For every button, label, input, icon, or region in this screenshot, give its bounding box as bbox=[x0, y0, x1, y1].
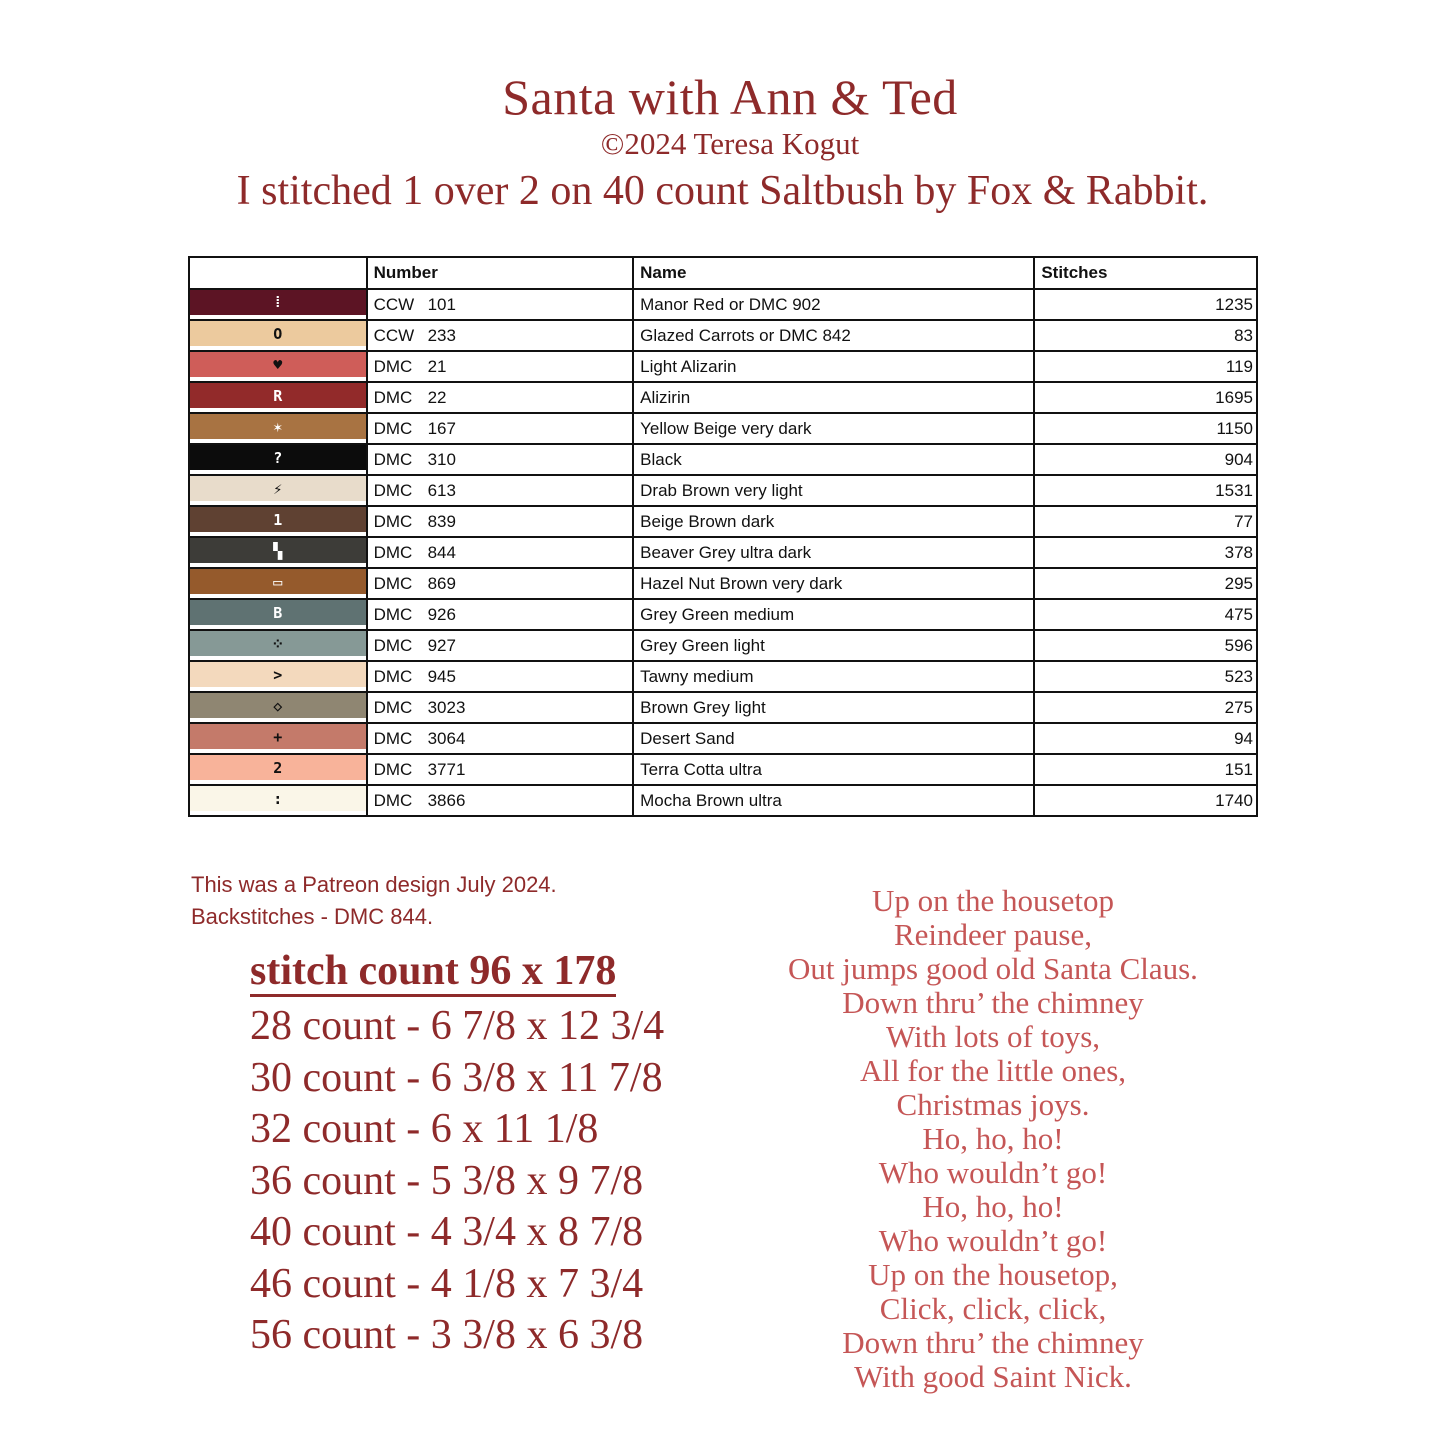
floss-number: 926 bbox=[427, 604, 456, 624]
floss-number-cell bbox=[367, 723, 634, 754]
plus-icon: + bbox=[190, 724, 366, 749]
floss-table-body bbox=[189, 289, 1257, 816]
poem-line: All for the little ones, bbox=[859, 1053, 1127, 1088]
floss-brand: CCW bbox=[373, 294, 415, 314]
table-row bbox=[189, 568, 1257, 599]
color-swatch bbox=[189, 754, 367, 785]
patreon-note: This was a Patreon design July 2024. bbox=[191, 872, 557, 897]
table-row bbox=[189, 754, 1257, 785]
column-header-symbol bbox=[189, 257, 367, 289]
rectangle-icon: ▭ bbox=[190, 569, 366, 594]
floss-brand: DMC bbox=[373, 728, 413, 748]
color-swatch bbox=[189, 723, 367, 754]
letter-r-icon: R bbox=[190, 383, 366, 408]
floss-name-cell: Light Alizarin bbox=[633, 351, 1034, 382]
floss-number-cell bbox=[367, 382, 634, 413]
floss-name-cell: Tawny medium bbox=[633, 661, 1034, 692]
floss-number: 869 bbox=[427, 573, 456, 593]
floss-number: 839 bbox=[427, 511, 456, 531]
digit-two-icon: 2 bbox=[190, 755, 366, 780]
table-row bbox=[189, 506, 1257, 537]
question-mark-icon: ? bbox=[190, 445, 366, 470]
poem-line: Up on the housetop, bbox=[868, 1257, 1118, 1292]
floss-brand: DMC bbox=[373, 418, 413, 438]
floss-brand: CCW bbox=[373, 325, 415, 345]
floss-brand: DMC bbox=[373, 511, 413, 531]
color-swatch bbox=[189, 506, 367, 537]
table-row bbox=[189, 692, 1257, 723]
letter-b-icon: B bbox=[190, 600, 366, 625]
floss-number: 310 bbox=[427, 449, 456, 469]
stitch-count-heading: stitch count 96 x 178 bbox=[250, 948, 616, 997]
stitch-count-cell: 1695 bbox=[1034, 382, 1257, 413]
table-row bbox=[189, 289, 1257, 320]
floss-number: 22 bbox=[427, 387, 447, 407]
color-swatch bbox=[189, 351, 367, 382]
floss-number-cell bbox=[367, 506, 634, 537]
fabric-size-line: 28 count - 6 7/8 x 12 3/4 bbox=[250, 1003, 665, 1049]
table-row bbox=[189, 382, 1257, 413]
floss-brand: DMC bbox=[373, 790, 413, 810]
fabric-size-line: 32 count - 6 x 11 1/8 bbox=[250, 1106, 599, 1152]
floss-brand: DMC bbox=[373, 449, 413, 469]
fabric-note: I stitched 1 over 2 on 40 count Saltbush by Fox & Rabbit. bbox=[236, 168, 1209, 214]
floss-name-cell: Hazel Nut Brown very dark bbox=[633, 568, 1034, 599]
color-swatch bbox=[189, 537, 367, 568]
floss-name-cell: Glazed Carrots or DMC 842 bbox=[633, 320, 1034, 351]
floss-brand: DMC bbox=[373, 573, 413, 593]
fabric-size-line: 46 count - 4 1/8 x 7 3/4 bbox=[250, 1260, 644, 1307]
floss-brand: DMC bbox=[373, 697, 413, 717]
star-icon: ✶ bbox=[190, 414, 366, 439]
table-row bbox=[189, 599, 1257, 630]
floss-name-cell: Yellow Beige very dark bbox=[633, 413, 1034, 444]
fabric-size-line: 56 count - 3 3/8 x 6 3/8 bbox=[250, 1312, 644, 1358]
floss-brand: DMC bbox=[373, 480, 413, 500]
stitch-count-cell: 1740 bbox=[1034, 785, 1257, 816]
copyright-line: ©2024 Teresa Kogut bbox=[600, 126, 860, 161]
stitch-count-cell: 151 bbox=[1034, 754, 1257, 785]
stitch-count-cell: 475 bbox=[1034, 599, 1257, 630]
floss-number: 167 bbox=[427, 418, 456, 438]
circle-letter-icon: O bbox=[190, 321, 366, 346]
table-row bbox=[189, 320, 1257, 351]
floss-name-cell: Beaver Grey ultra dark bbox=[633, 537, 1034, 568]
floss-number-cell bbox=[367, 537, 634, 568]
color-swatch bbox=[189, 475, 367, 506]
backstitch-note: Backstitches - DMC 844. bbox=[191, 904, 434, 929]
color-swatch bbox=[189, 568, 367, 599]
floss-brand: DMC bbox=[373, 604, 413, 624]
floss-name-cell: Grey Green light bbox=[633, 630, 1034, 661]
floss-number: 21 bbox=[427, 356, 447, 376]
floss-number-cell bbox=[367, 754, 634, 785]
floss-brand: DMC bbox=[373, 759, 413, 779]
floss-name-cell: Terra Cotta ultra bbox=[633, 754, 1034, 785]
floss-brand: DMC bbox=[373, 666, 413, 686]
poem-line: Who wouldn’t go! bbox=[878, 1223, 1108, 1258]
poem-line: Ho, ho, ho! bbox=[922, 1189, 1064, 1224]
floss-name-cell: Mocha Brown ultra bbox=[633, 785, 1034, 816]
table-row bbox=[189, 785, 1257, 816]
floss-number: 3064 bbox=[427, 728, 466, 748]
floss-number: 3023 bbox=[427, 697, 466, 717]
table-row bbox=[189, 630, 1257, 661]
stitch-count-cell: 1150 bbox=[1034, 413, 1257, 444]
floss-name-cell: Alizirin bbox=[633, 382, 1034, 413]
column-header-stitches: Stitches bbox=[1034, 257, 1257, 289]
floss-number-cell bbox=[367, 568, 634, 599]
pattern-title: Santa with Ann & Ted bbox=[502, 69, 958, 125]
greater-than-icon: > bbox=[190, 662, 366, 687]
table-row bbox=[189, 413, 1257, 444]
stitch-count-cell: 295 bbox=[1034, 568, 1257, 599]
poem-line: With good Saint Nick. bbox=[854, 1359, 1132, 1394]
table-row bbox=[189, 537, 1257, 568]
floss-number-cell bbox=[367, 289, 634, 320]
floss-number: 945 bbox=[427, 666, 456, 686]
floss-brand: DMC bbox=[373, 356, 413, 376]
floss-key-table bbox=[188, 256, 1258, 817]
color-swatch bbox=[189, 785, 367, 816]
stitch-count-cell: 523 bbox=[1034, 661, 1257, 692]
color-swatch bbox=[189, 289, 367, 320]
stitch-count-cell: 77 bbox=[1034, 506, 1257, 537]
stitch-count-cell: 119 bbox=[1034, 351, 1257, 382]
floss-number-cell bbox=[367, 351, 634, 382]
poem-line: Down thru’ the chimney bbox=[842, 1325, 1144, 1360]
stitch-count-block bbox=[250, 948, 664, 1362]
floss-number-cell bbox=[367, 475, 634, 506]
floss-name-cell: Grey Green medium bbox=[633, 599, 1034, 630]
floss-number-cell bbox=[367, 320, 634, 351]
floss-number-cell bbox=[367, 661, 634, 692]
floss-name-cell: Drab Brown very light bbox=[633, 475, 1034, 506]
table-row bbox=[189, 351, 1257, 382]
stitch-count-cell: 596 bbox=[1034, 630, 1257, 661]
fabric-size-line: 36 count - 5 3/8 x 9 7/8 bbox=[250, 1157, 644, 1204]
heart-icon: ♥ bbox=[190, 352, 366, 377]
stitch-count-cell: 904 bbox=[1034, 444, 1257, 475]
checker-icon: ▚ bbox=[190, 538, 366, 563]
diamond-icon: ◇ bbox=[190, 693, 366, 718]
poem-line: Who wouldn’t go! bbox=[878, 1155, 1108, 1190]
poem-line: Click, click, click, bbox=[879, 1291, 1107, 1326]
color-swatch bbox=[189, 630, 367, 661]
table-row bbox=[189, 444, 1257, 475]
column-header-number: Number bbox=[367, 257, 634, 289]
poem-line: Ho, ho, ho! bbox=[922, 1121, 1064, 1156]
pattern-notes bbox=[191, 869, 557, 933]
floss-number-cell bbox=[367, 785, 634, 816]
stitch-count-cell: 83 bbox=[1034, 320, 1257, 351]
colon-icon: : bbox=[190, 786, 366, 811]
stitch-count-cell: 1531 bbox=[1034, 475, 1257, 506]
color-swatch bbox=[189, 661, 367, 692]
floss-number-cell bbox=[367, 630, 634, 661]
table-row bbox=[189, 723, 1257, 754]
floss-brand: DMC bbox=[373, 635, 413, 655]
poem-line: Down thru’ the chimney bbox=[842, 985, 1144, 1020]
color-swatch bbox=[189, 599, 367, 630]
table-row bbox=[189, 661, 1257, 692]
floss-number-cell bbox=[367, 599, 634, 630]
floss-number: 613 bbox=[427, 480, 456, 500]
stitch-count-cell: 275 bbox=[1034, 692, 1257, 723]
column-header-name: Name bbox=[633, 257, 1034, 289]
floss-number: 927 bbox=[427, 635, 456, 655]
poem-line: Christmas joys. bbox=[896, 1087, 1090, 1122]
color-swatch bbox=[189, 444, 367, 475]
color-swatch bbox=[189, 320, 367, 351]
color-swatch bbox=[189, 413, 367, 444]
poem-line: Up on the housetop bbox=[872, 883, 1114, 918]
floss-number-cell bbox=[367, 444, 634, 475]
floss-name-cell: Desert Sand bbox=[633, 723, 1034, 754]
stitch-count-cell: 1235 bbox=[1034, 289, 1257, 320]
lightning-icon: ⚡ bbox=[190, 476, 366, 501]
floss-number: 844 bbox=[427, 542, 456, 562]
floss-name-cell: Manor Red or DMC 902 bbox=[633, 289, 1034, 320]
floss-brand: DMC bbox=[373, 387, 413, 407]
table-row bbox=[189, 475, 1257, 506]
floss-number: 233 bbox=[427, 325, 456, 345]
table-header-row bbox=[189, 257, 1257, 289]
fabric-size-line: 40 count - 4 3/4 x 8 7/8 bbox=[250, 1209, 644, 1255]
poem-line: Out jumps good old Santa Claus. bbox=[788, 951, 1198, 986]
floss-name-cell: Brown Grey light bbox=[633, 692, 1034, 723]
fabric-size-line: 30 count - 6 3/8 x 11 7/8 bbox=[250, 1054, 663, 1101]
stitch-count-cell: 378 bbox=[1034, 537, 1257, 568]
floss-number-cell bbox=[367, 413, 634, 444]
color-swatch bbox=[189, 692, 367, 723]
floss-number: 3866 bbox=[427, 790, 466, 810]
poem-lyrics bbox=[760, 884, 1226, 1394]
diagonal-dots-icon: ⁘ bbox=[190, 631, 366, 656]
poem-line: With lots of toys, bbox=[885, 1019, 1101, 1054]
color-swatch bbox=[189, 382, 367, 413]
floss-brand: DMC bbox=[373, 542, 413, 562]
floss-number: 3771 bbox=[427, 759, 466, 779]
fabric-size-list bbox=[250, 1001, 664, 1362]
floss-number: 101 bbox=[427, 294, 456, 314]
floss-name-cell: Beige Brown dark bbox=[633, 506, 1034, 537]
floss-number-cell bbox=[367, 692, 634, 723]
poem-line: Reindeer pause, bbox=[894, 917, 1092, 952]
digit-one-icon: 1 bbox=[190, 507, 366, 532]
stitch-count-cell: 94 bbox=[1034, 723, 1257, 754]
floss-name-cell: Black bbox=[633, 444, 1034, 475]
dotted-bar-icon: ⁞ bbox=[190, 290, 366, 315]
